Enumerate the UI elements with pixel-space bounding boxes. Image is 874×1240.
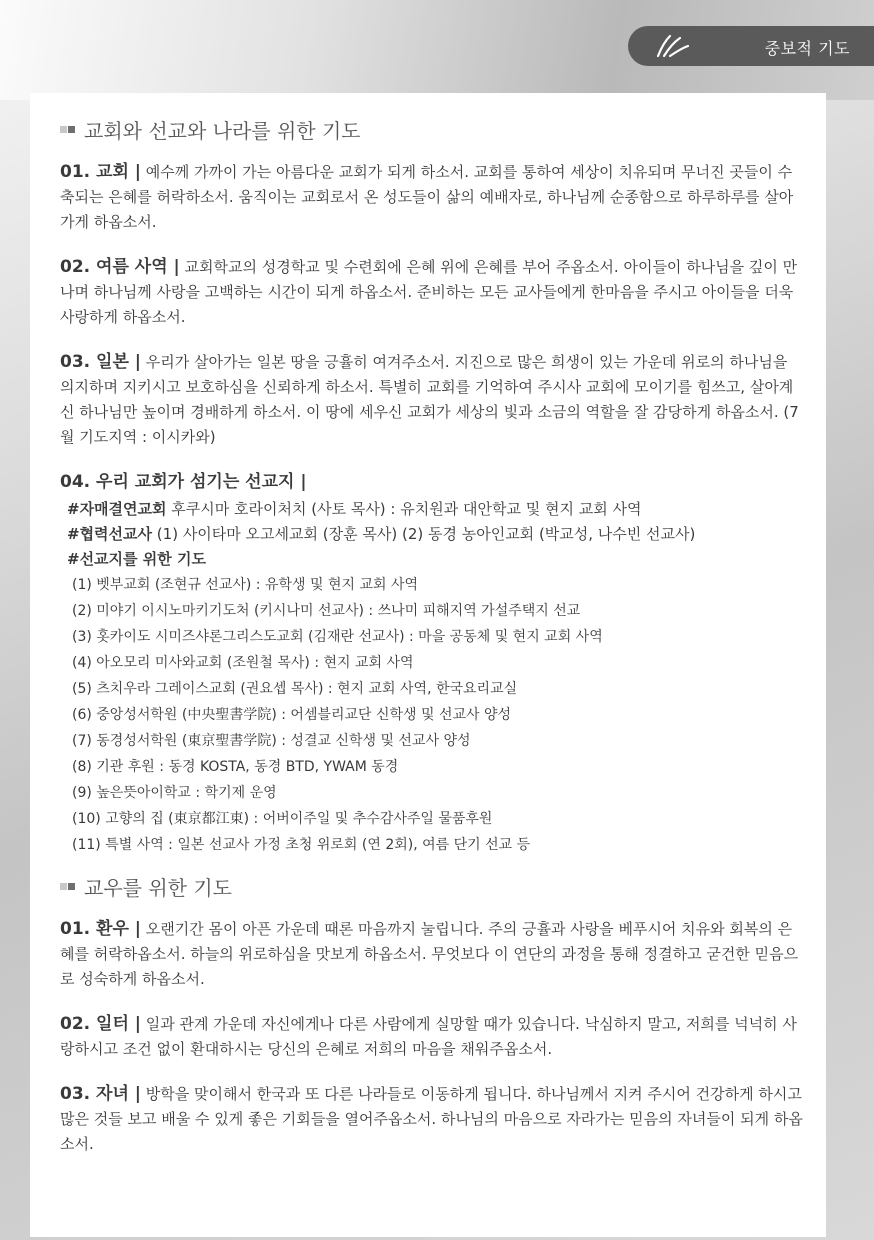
list-item: (8) 기관 후원 : 동경 KOSTA, 동경 BTD, YWAM 동경 bbox=[72, 759, 399, 775]
prayer-item bbox=[60, 350, 805, 450]
partner-missionary-row bbox=[60, 522, 805, 547]
list-item: (7) 동경성서학원 (東京聖書学院) : 성결교 신학생 및 선교사 양성 bbox=[72, 733, 471, 749]
list-item: (11) 특별 사역 : 일본 선교사 가정 초청 위로회 (연 2회), 여름 단기 선교 등 bbox=[72, 837, 531, 853]
mission-prayer-label: #선교지를 위한 기도 bbox=[67, 550, 206, 568]
item-heading: 01. 교회 | bbox=[60, 162, 142, 182]
list-item: (5) 츠치우라 그레이스교회 (권요셉 목사) : 현지 교회 사역, 한국요리교실 bbox=[72, 681, 518, 697]
section-heading bbox=[60, 115, 805, 144]
prayer-item bbox=[60, 1012, 805, 1062]
bullet-square-icon bbox=[60, 126, 67, 133]
sister-church-text: 후쿠시마 호라이처치 (사토 목사) : 유치원과 대안학교 및 현지 교회 사역 bbox=[166, 500, 642, 518]
prayer-item bbox=[60, 917, 805, 992]
item-text: 예수께 가까이 가는 아름다운 교회가 되게 하소서. 교회를 통하여 세상이 치유되며 무너진 곳들이 수축되는 은혜를 허락하소서. 움직이는 교회로서 온 성도들이 삶의 예배자로, 하나님께 순종함으로 하루하루를 살아가게 하옵소서. bbox=[60, 163, 794, 231]
sister-church-row bbox=[60, 497, 805, 522]
missions-item bbox=[60, 470, 805, 858]
item-heading: 04. 우리 교회가 섬기는 선교지 | bbox=[60, 472, 307, 492]
prayer-item bbox=[60, 160, 805, 235]
item-text: 교회학교의 성경학교 및 수련회에 은혜 위에 은혜를 부어 주옵소서. 아이들이 하나님을 깊이 만나며 하나님께 사랑을 고백하는 시간이 되게 하옵소서. 준비하는 모든 교사들에게 한마음을 주시고 아이들을 더욱 사랑하게 하옵소서. bbox=[60, 258, 798, 326]
header-tag bbox=[628, 26, 874, 66]
section-heading bbox=[60, 872, 805, 901]
item-heading: 02. 일터 | bbox=[60, 1014, 142, 1034]
list-item: (3) 홋카이도 시미즈샤론그리스도교회 (김재란 선교사) : 마을 공동체 및 현지 교회 사역 bbox=[72, 629, 603, 645]
sister-church-label: #자매결연교회 bbox=[67, 500, 167, 518]
partner-missionary-text: (1) 사이타마 오고세교회 (장훈 목사) (2) 동경 농아인교회 (박교성, 나수빈 선교사) bbox=[152, 525, 696, 543]
leaf-icon bbox=[654, 34, 690, 58]
missions-list bbox=[60, 497, 805, 858]
item-text: 일과 관계 가운데 자신에게나 다른 사람에게 실망할 때가 있습니다. 낙심하지 말고, 저희를 넉넉히 사랑하시고 조건 없이 환대하시는 당신의 은혜로 저희의 마음을 채워주옵소서. bbox=[60, 1015, 797, 1058]
list-item: (2) 미야기 이시노마키기도처 (키시나미 선교사) : 쓰나미 피해지역 가설주택지 선교 bbox=[72, 603, 581, 619]
bullet-square-icon bbox=[60, 883, 67, 890]
list-item: (9) 높은뜻아이학교 : 학기제 운영 bbox=[72, 785, 277, 801]
list-item: (10) 고향의 집 (東京都江東) : 어버이주일 및 추수감사주일 물품후원 bbox=[72, 811, 493, 827]
list-item: (4) 아오모리 미사와교회 (조원철 목사) : 현지 교회 사역 bbox=[72, 655, 414, 671]
list-item: (1) 벳부교회 (조현규 선교사) : 유학생 및 현지 교회 사역 bbox=[72, 577, 419, 593]
item-text: 방학을 맞이해서 한국과 또 다른 나라들로 이동하게 됩니다. 하나님께서 지켜 주시어 건강하게 하시고 많은 것들 보고 배울 수 있게 좋은 기회들을 열어주옵소서. 하나님의 마음으로 자라가는 믿음의 자녀들이 되게 하옵소서. bbox=[60, 1085, 803, 1153]
bullet-square-icon bbox=[68, 883, 75, 890]
content-panel bbox=[30, 93, 826, 1237]
item-text: 오랜기간 몸이 아픈 가운데 때론 마음까지 눌립니다. 주의 긍휼과 사랑을 베푸시어 치유와 회복의 은혜를 허락하옵소서. 하늘의 위로하심을 맛보게 하옵소서. 무엇보다 이 연단의 과정을 통해 정결하고 굳건한 믿음으로 성숙하게 하옵소서. bbox=[60, 920, 799, 988]
item-heading: 02. 여름 사역 | bbox=[60, 257, 180, 277]
bullet-square-icon bbox=[68, 126, 75, 133]
list-item: (6) 중앙성서학원 (中央聖書学院) : 어셈블리교단 신학생 및 선교사 양성 bbox=[72, 707, 512, 723]
item-heading: 03. 일본 | bbox=[60, 352, 142, 372]
item-heading: 03. 자녀 | bbox=[60, 1084, 142, 1104]
prayer-item bbox=[60, 255, 805, 330]
content bbox=[60, 115, 805, 1177]
item-heading: 01. 환우 | bbox=[60, 919, 142, 939]
header-title: 중보적 기도 bbox=[764, 39, 850, 58]
prayer-item bbox=[60, 1082, 805, 1157]
partner-missionary-label: #협력선교사 bbox=[67, 525, 153, 543]
section-title: 교우를 위한 기도 bbox=[84, 876, 232, 900]
section-title: 교회와 선교와 나라를 위한 기도 bbox=[84, 119, 361, 143]
item-text: 우리가 살아가는 일본 땅을 긍휼히 여겨주소서. 지진으로 많은 희생이 있는 가운데 위로의 하나님을 의지하며 지키시고 보호하심을 신뢰하게 하소서. 특별히 교회를 기억하여 주시사 교회에 모이기를 힘쓰고, 살아계신 하나님만 높이며 경배하게 하소서. 이 땅에 세우신 교회가 세상의 빛과 소금의 역할을 잘 감당하게 하옵소서. (7월 기도지역 : 이시카와) bbox=[60, 353, 799, 446]
mission-prayer-label-row bbox=[60, 547, 805, 572]
